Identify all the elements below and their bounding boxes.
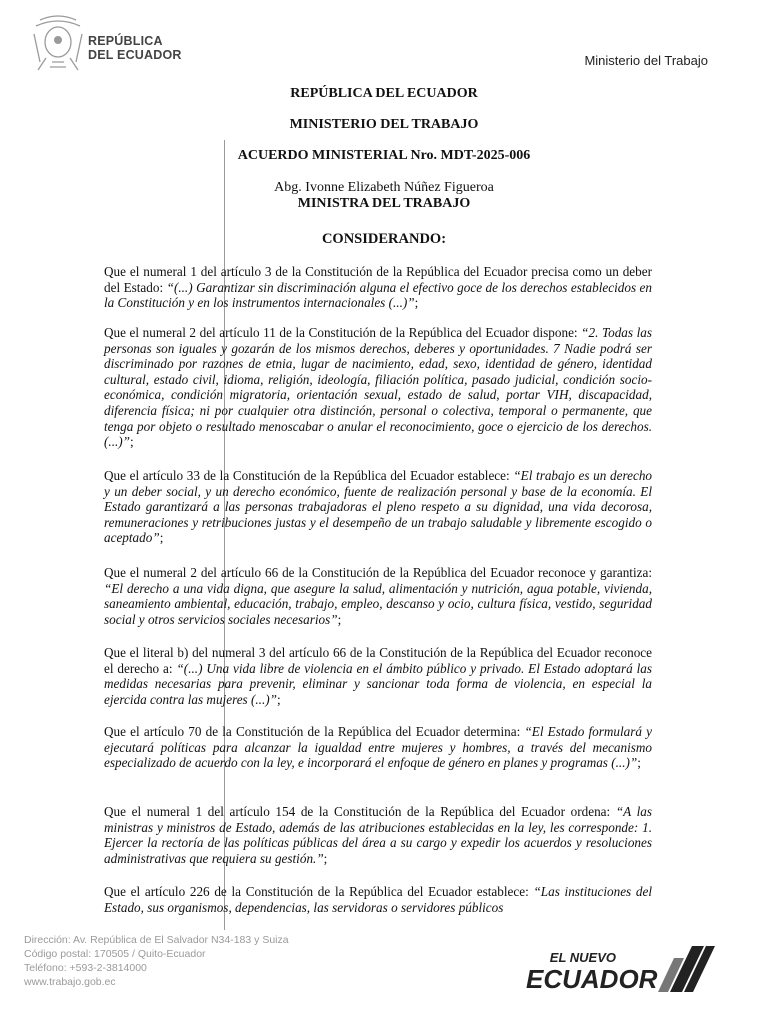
footer-address: Dirección: Av. República de El Salvador N34-183 y Suiza: [24, 934, 289, 946]
footer-postal-code: Código postal: 170505 / Quito-Ecuador: [24, 948, 206, 960]
paragraph-article-66-2: Que el numeral 2 del artículo 66 de la Constitución de la República del Ecuador reconoce y garantiza: “El derecho a una vida digna, que asegure la salud, alimentación y nutrición, agua potable, vivienda, saneamiento ambiental, educación, trabajo, empleo, descanso y ocio, cultura física, vestido, seguridad social y otros servicios sociales necesarios”;: [104, 565, 652, 627]
republica-line1: REPÚBLICA: [88, 34, 163, 48]
ecuador-coat-of-arms-icon: [30, 12, 86, 74]
brand-line2: ECUADOR: [526, 964, 658, 994]
paragraph-article-33: Que el artículo 33 de la Constitución de la República del Ecuador establece: “El trabajo es un derecho y un deber social, y un derecho económico, fuente de realización personal y base de la economía. El Estado garantizará a las personas trabajadoras el pleno respeto a su dignidad, una vida decorosa, remuneraciones y retribuciones justas y el desempeño de un trabajo saludable y libremente escogido o aceptado”;: [104, 468, 653, 546]
title-acuerdo: ACUERDO MINISTERIAL Nro. MDT-2025-006: [237, 148, 531, 163]
minister-title: MINISTRA DEL TRABAJO: [297, 196, 471, 211]
paragraph-article-70: Que el artículo 70 de la Constitución de la República del Ecuador determina: “El Estado formulará y ejecutará políticas para alcanzar la igualdad entre mujeres y hombres, a través del mecanismo especializado de acuerdo con la ley, e incorporará el enfoque de género en planes y programas (...)”;: [104, 724, 653, 771]
paragraph-article-226: Que el artículo 226 de la Constitución de la República del Ecuador establece: “Las instituciones del Estado, sus organismos, dependencias, las servidoras o servidores públicos: [104, 884, 653, 915]
republica-line2: DEL ECUADOR: [88, 48, 182, 62]
republica-logo-text: [88, 34, 182, 62]
considerando-heading: CONSIDERANDO:: [321, 231, 447, 247]
footer-contact: [24, 933, 289, 989]
footer-phone: Teléfono: +593-2-3814000: [24, 962, 147, 974]
paragraph-article-11: Que el numeral 2 del artículo 11 de la Constitución de la República del Ecuador dispone: “2. Todas las personas son iguales y gozarán de los mismos derechos, deberes y oportunidades. 7 Nadie podrá ser discriminado por razones de etnia, lugar de nacimiento, edad, sexo, identidad de género, identidad cultural, estado civil, idioma, religión, ideología, filiación política, pasado judicial, condición socio-económica, condición migratoria, orientación sexual, estado de salud, portar VIH, discapacidad, diferencia física; ni por cualquier otra distinción, personal o colectiva, temporal o permanente, que tenga por objeto o resultado menoscabar o anular el reconocimiento, goce o ejercicio de los derechos. (...)”;: [104, 325, 652, 450]
paragraph-article-154: Que el numeral 1 del artículo 154 de la Constitución de la República del Ecuador ordena: “A las ministras y ministros de Estado, además de las atribuciones establecidas en la ley, les corresponde: 1. Ejercer la rectoría de las políticas públicas del área a su cargo y expedir los acuerdos y resoluciones administrativas que requiera su gestión.”;: [104, 804, 652, 866]
brand-line1: EL NUEVO: [549, 950, 616, 965]
paragraph-article-66-3b: Que el literal b) del numeral 3 del artículo 66 de la Constitución de la República del Ecuador reconoce el derecho a: “(...) Una vida libre de violencia en el ámbito público y privado. El Estado adoptará las medidas necesarias para prevenir, eliminar y sancionar toda forma de violencia, en especial la ejercida contra las mujeres (...)”;: [104, 645, 652, 707]
title-republica: REPÚBLICA DEL ECUADOR: [290, 86, 478, 101]
paragraph-article-3: Que el numeral 1 del artículo 3 de la Constitución de la República del Ecuador precisa como un deber del Estado: “(...) Garantizar sin discriminación alguna el efectivo goce de los derechos establecidos en la Constitución y en los instrumentos internacionales (...)”;: [104, 264, 652, 311]
footer-website: www.trabajo.gob.ec: [24, 976, 116, 988]
ministry-header-label: Ministerio del Trabajo: [584, 53, 708, 68]
title-ministerio: MINISTERIO DEL TRABAJO: [289, 117, 479, 132]
el-nuevo-ecuador-logo: [520, 940, 720, 1000]
minister-name: Abg. Ivonne Elizabeth Núñez Figueroa: [274, 180, 494, 195]
